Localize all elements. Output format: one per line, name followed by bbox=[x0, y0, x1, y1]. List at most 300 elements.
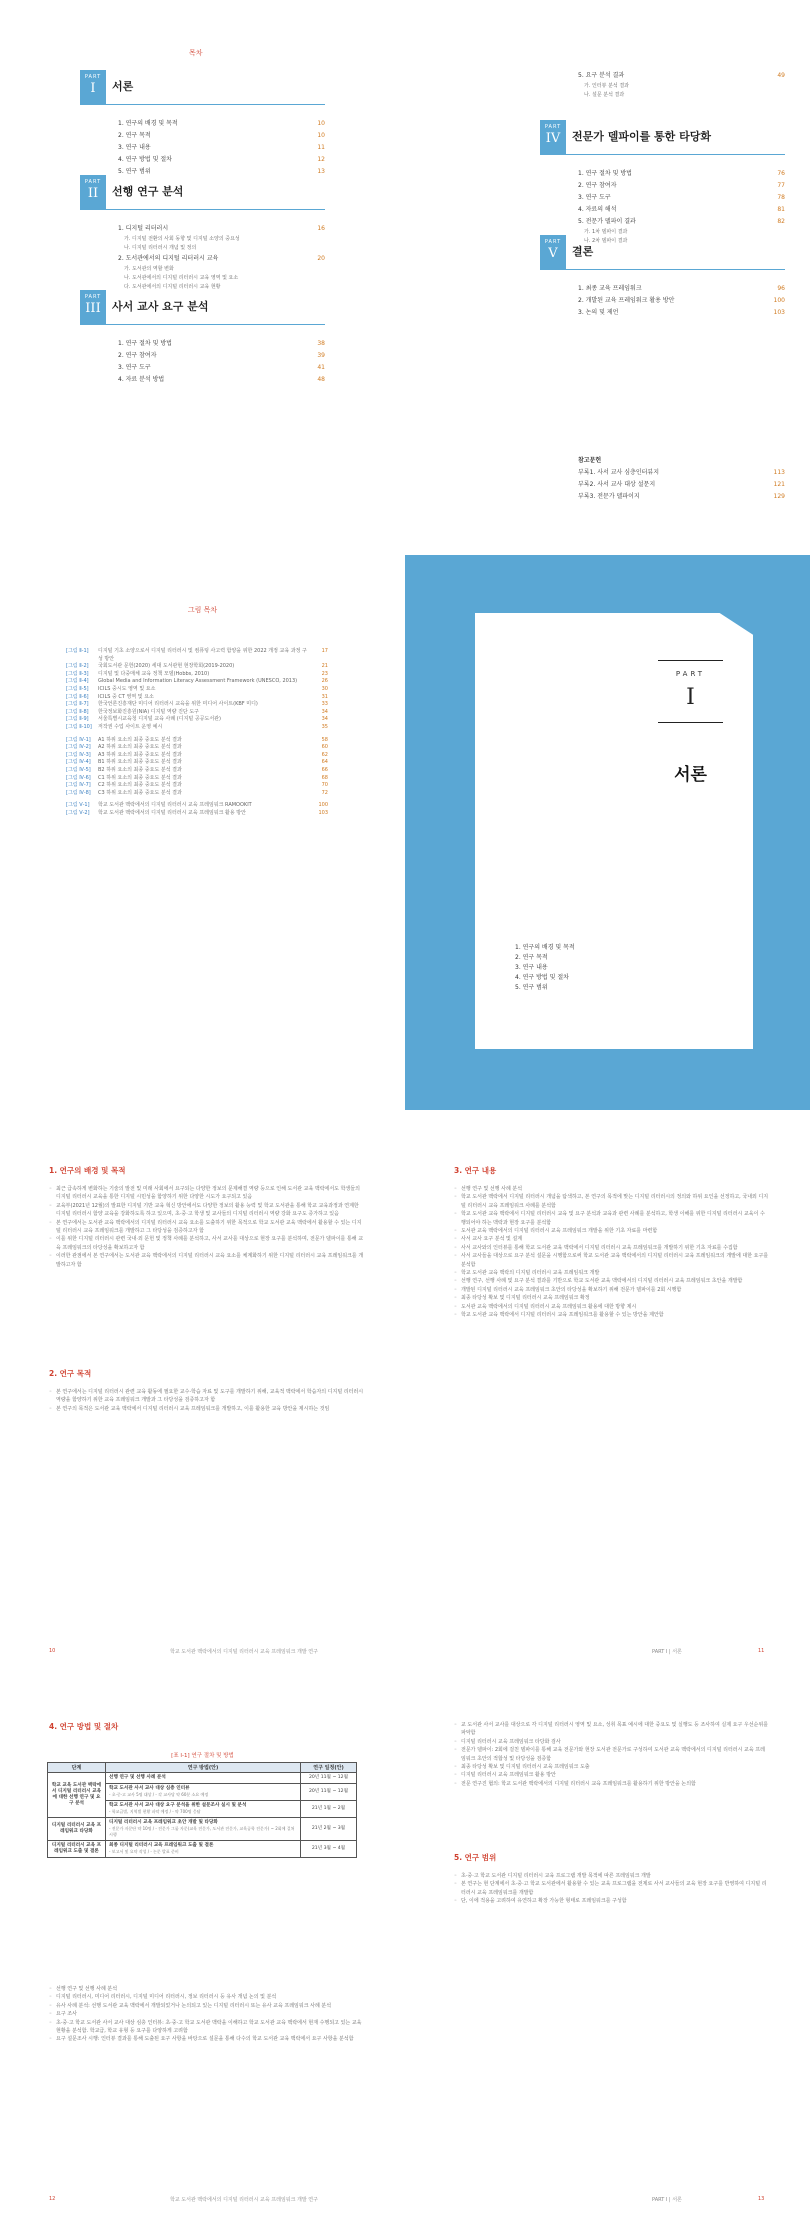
figure-page-number: 58 bbox=[321, 736, 328, 743]
cover-item: 3. 연구 내용 bbox=[515, 964, 548, 971]
toc-item bbox=[578, 168, 785, 180]
part-title: 결론 bbox=[572, 245, 594, 258]
figure-page-number: 103 bbox=[318, 809, 328, 816]
toc-item-title: 1. 연구 절차 및 방법 bbox=[578, 170, 632, 177]
bullet-item: ◦ 선행 연구 및 선행 사례 분석 bbox=[454, 1185, 769, 1193]
figure-label: [그림 Ⅱ-3] bbox=[66, 670, 89, 677]
cover-top-rule bbox=[658, 660, 723, 661]
table-method-cell bbox=[106, 1773, 301, 1784]
figure-label: [그림 Ⅱ-7] bbox=[66, 701, 89, 708]
toc-item bbox=[578, 283, 785, 295]
toc-item bbox=[578, 180, 785, 192]
figure-list-item bbox=[66, 701, 328, 709]
figure-list-item bbox=[66, 775, 328, 783]
table-method-cell bbox=[106, 1818, 301, 1841]
figure-caption: B2 하위 요소의 최종 중요도 분석 결과 bbox=[98, 766, 182, 773]
toc-list bbox=[118, 118, 325, 178]
figure-caption: 디지털 기초 소양으로서 디지털 리터러시 및 컴퓨팅 사고력 함양을 위한 2022 개정 교육 과정 구성 방안 bbox=[98, 648, 307, 662]
toc-page-number: 11 bbox=[317, 144, 325, 151]
toc-item-title: 2. 연구 참여자 bbox=[118, 352, 157, 359]
toc-item-title: 1. 최종 교육 프레임워크 bbox=[578, 285, 642, 292]
toc-item bbox=[118, 142, 325, 154]
figure-caption: 학교 도서관 맥락에서의 디지털 리터러시 교육 프레임워크 RAMOOKIT bbox=[98, 802, 252, 809]
bullet-item: ◦ 사서 교사들을 대상으로 요구 분석 설문을 시행함으로써 학교 도서관 교육 맥락에서의 디지털 리터러시 교육 프레임워크의 개발에 대한 요구를 분석함 bbox=[454, 1252, 769, 1269]
table-header: 연구 방법(안) bbox=[106, 1763, 301, 1773]
figure-page-number: 30 bbox=[321, 685, 328, 692]
toc-page-number: 12 bbox=[317, 156, 325, 163]
method-detail: - 보고서 및 요약 작성 / - 논문 발표 준비 bbox=[109, 1849, 179, 1854]
cover-bottom-rule bbox=[658, 722, 723, 723]
figure-list-item bbox=[66, 767, 328, 775]
part-number: III bbox=[85, 301, 101, 316]
method-title: 학교 도서관 사서 교사 대상 심층 인터뷰 bbox=[109, 1786, 190, 1791]
figure-label: [그림 Ⅳ-4] bbox=[66, 759, 91, 766]
part-header bbox=[80, 175, 325, 209]
bullet-item: ◦ 교 도서관 사서 교사를 대상으로 각 디지털 리터러시 영역 및 요소, 성취 목표 예시에 대한 중요도 및 실행도 등 조사하여 실제 요구 우선순위를 파악함 bbox=[454, 1721, 769, 1738]
toc-item-title: 2. 도서관에서의 디지털 리터러시 교육 bbox=[118, 255, 219, 262]
figure-label: [그림 Ⅳ-5] bbox=[66, 766, 91, 773]
figure-label: [그림 Ⅱ-4] bbox=[66, 678, 89, 685]
table-method-cell bbox=[106, 1784, 301, 1801]
figure-list-item bbox=[66, 648, 328, 663]
method-title: 학교 도서관 사서 교사 대상 요구 분석을 위한 설문조사 실시 및 분석 bbox=[109, 1803, 247, 1808]
figure-list-item bbox=[66, 716, 328, 724]
table-schedule-cell: 21년 1월 ~ 2월 bbox=[301, 1801, 357, 1818]
figure-page-number: 68 bbox=[321, 774, 328, 781]
toc-item bbox=[578, 91, 785, 100]
toc-item-title: 3. 연구 도구 bbox=[578, 194, 611, 201]
bullet-item: ◦ 본 연구에서는 도서관 교육 맥락에서의 디지털 리터러시 교육 요소를 도출하기 위한 목적으로 학교 도서관 교육 맥락에서 활용할 수 있는 디지털 리터러시 교육 프레임워크를 개발하고 그 타당성을 검증하고자 함 bbox=[49, 1219, 364, 1236]
bullet-item: ◦ 선행 연구, 선행 사례 및 요구 분석 결과를 기반으로 학교 도서관 교육 맥락에서의 디지털 리터러시 교육 프레임워크 초안을 개발함 bbox=[454, 1277, 769, 1285]
part-word: PART bbox=[84, 179, 102, 185]
toc-item bbox=[578, 491, 785, 503]
toc-item-title: 1. 연구의 배경 및 목적 bbox=[118, 120, 178, 127]
part-rule bbox=[80, 209, 325, 210]
bullet-item: ◦ 전문 연구진 협의: 학교 도서관 맥락에서의 디지털 리터러시 교육 프레임워크를 활용하기 위한 방안을 논의함 bbox=[454, 1780, 769, 1788]
figure-page-number: 62 bbox=[321, 751, 328, 758]
bullet-item: ◦ 사서 교사 요구 분석 및 설계 bbox=[454, 1235, 769, 1243]
part-header bbox=[80, 70, 325, 104]
part-header bbox=[540, 120, 785, 154]
section-heading: 1. 연구의 배경 및 목적 bbox=[49, 1166, 126, 1175]
toc-item bbox=[578, 307, 785, 319]
bullet-item: ◦ 교육부(2021년 12월)의 발표한 디지털 기반 교육 혁신 방안에서도 다양한 정보의 활용 능력 및 학교 도서관을 통해 학교 교육과정과 연계한 디지털 리터러시 함양 교육을 강화하도록 하고 있으며, 초·중·고 학생 및 교사들의 디지털 리터러시 역량 강화 요구도 증가하고 있음 bbox=[49, 1202, 364, 1219]
figure-page-number: 100 bbox=[318, 802, 328, 809]
section-bullets bbox=[454, 1185, 769, 1320]
method-title: 디지털 리터러시 교육 프레임워크 초안 개발 및 타당화 bbox=[109, 1820, 218, 1825]
toc-item bbox=[578, 295, 785, 307]
part-word: PART bbox=[84, 294, 102, 300]
toc-page-number: 16 bbox=[317, 225, 325, 232]
figure-label: [그림 Ⅱ-1] bbox=[66, 648, 89, 654]
toc-page-number: 77 bbox=[777, 182, 785, 189]
part-header bbox=[540, 235, 785, 269]
cover-item: 1. 연구의 배경 및 목적 bbox=[515, 944, 575, 951]
table-schedule-cell: 21년 2월 ~ 3월 bbox=[301, 1818, 357, 1841]
bullet-item: ◦ 도서관 교육 맥락에서의 디지털 리터러시 교육 프레임워크 활용에 대한 방향 제시 bbox=[454, 1303, 769, 1311]
figure-list-title: 그림 목차 bbox=[187, 606, 218, 614]
toc-list bbox=[118, 223, 325, 292]
toc-item bbox=[118, 223, 325, 235]
section-bullets bbox=[454, 1872, 769, 1906]
figure-caption: 학교 도서관 맥락에서의 디지털 리터러시 교육 프레임워크 활용 방안 bbox=[98, 809, 246, 816]
toc-item bbox=[578, 216, 785, 228]
table-stage-cell: 디지털 리터러시 교육 프레임워크 타당화 bbox=[48, 1818, 106, 1841]
toc-item-title: 나. 2차 델파이 결과 bbox=[584, 238, 628, 244]
running-title: PART Ⅰ | 서론 bbox=[652, 1649, 682, 1655]
toc-label: 목차 bbox=[189, 49, 203, 57]
section-bullets bbox=[454, 1721, 769, 1788]
toc-page-number: 100 bbox=[773, 297, 785, 304]
figure-list-item bbox=[66, 802, 328, 810]
part-rule bbox=[540, 154, 785, 155]
page-number: 10 bbox=[49, 1648, 56, 1654]
figure-page-number: 35 bbox=[321, 723, 328, 730]
toc-item-title: 4. 자료의 해석 bbox=[578, 206, 617, 213]
figure-list-item bbox=[66, 744, 328, 752]
part-title: 사서 교사 요구 분석 bbox=[112, 300, 209, 313]
figure-caption: A1 하위 요소의 최종 중요도 분석 결과 bbox=[98, 736, 182, 743]
toc-item-title: 가. 도서관의 역할 변화 bbox=[124, 266, 174, 272]
toc-list bbox=[578, 283, 785, 319]
part-title: 선행 연구 분석 bbox=[112, 185, 184, 198]
toc-page-number: 10 bbox=[317, 120, 325, 127]
part-badge bbox=[80, 70, 106, 104]
bullet-item: ◦ 초·중·고 학교 도서관 디지털 리터러시 교육 프로그램 개발 목적에 따른 프레임워크 개발 bbox=[454, 1872, 769, 1880]
bullet-item: ◦ 초·중·고 학교 도서관 사서 교사 대상 심층 인터뷰: 초·중·고 학교 도서관 맥락을 이해하고 학교 도서관 교육 맥락에서 현재 수행되고 있는 교육 현황을 분석함. 학교급, 학교 유형 등 요구를 다양하게 고려함 bbox=[49, 2019, 364, 2036]
toc-page-number: 41 bbox=[317, 364, 325, 371]
cover-item: 5. 연구 범위 bbox=[515, 984, 548, 991]
figure-list-item bbox=[66, 724, 328, 732]
bullet-item: ◦ 학교 도서관 교육 맥락에서 디지털 리터러시 교육 및 요구 분석과 교육과 관련 사례를 분석하고, 학생 이해를 위한 디지털 리터러시 교육이 수행되어야 하는 맥락과 현장 요구를 분석함 bbox=[454, 1210, 769, 1227]
toc-item-title: 4. 자료 분석 방법 bbox=[118, 376, 165, 383]
cover-title: 서론 bbox=[674, 765, 707, 785]
section-heading: 4. 연구 방법 및 절차 bbox=[49, 1722, 119, 1731]
toc-item-title: 5. 요구 분석 결과 bbox=[578, 72, 625, 79]
table-stage-cell: 디지털 리터러시 교육 프레임워크 도출 및 결론 bbox=[48, 1841, 106, 1858]
toc-item-title: 5. 연구 범위 bbox=[118, 168, 151, 175]
toc-item-title: 2. 연구 참여자 bbox=[578, 182, 617, 189]
page-number: 13 bbox=[758, 2196, 765, 2202]
figure-label: [그림 Ⅴ-2] bbox=[66, 809, 90, 816]
toc-page-number: 48 bbox=[317, 376, 325, 383]
section-bullets bbox=[49, 1185, 364, 1269]
part-badge bbox=[80, 175, 106, 209]
running-title: PART Ⅰ | 서론 bbox=[652, 2197, 682, 2203]
toc-item bbox=[578, 82, 785, 91]
section-heading: 2. 연구 목적 bbox=[49, 1369, 92, 1378]
table-schedule-cell: 20년 11월 ~ 12월 bbox=[301, 1773, 357, 1784]
table-row bbox=[48, 1773, 357, 1784]
figure-page-number: 34 bbox=[321, 708, 328, 715]
cover-contents-list bbox=[515, 943, 575, 993]
toc-list bbox=[118, 338, 325, 386]
page-footer bbox=[758, 2196, 764, 2202]
toc-item bbox=[118, 350, 325, 362]
part-word: PART bbox=[544, 239, 562, 245]
part-badge bbox=[540, 120, 566, 154]
figure-caption: 서울특별시교육청 디지털 교육 사례 (디지털 공공도서관) bbox=[98, 716, 221, 723]
figure-caption: A2 하위 요소의 최종 중요도 분석 결과 bbox=[98, 744, 182, 751]
figure-page-number: 33 bbox=[321, 701, 328, 708]
running-title: 학교 도서관 맥락에서의 디지털 리터러시 교육 프레임워크 개발 연구 bbox=[170, 2197, 318, 2203]
figure-list-item bbox=[66, 737, 328, 745]
figure-caption: C2 하위 요소의 최종 중요도 분석 결과 bbox=[98, 782, 182, 789]
toc-item-title: 3. 논의 및 제언 bbox=[578, 309, 619, 316]
figure-list bbox=[66, 648, 328, 817]
toc-item-title: 1. 디지털 리터러시 bbox=[118, 225, 169, 232]
part-number: I bbox=[90, 81, 96, 96]
bullet-item: ◦ 도서관 교육 맥락에서의 디지털 리터러시 교육 프레임워크 개발을 위한 기초 자료를 마련함 bbox=[454, 1227, 769, 1235]
figure-page-number: 64 bbox=[321, 759, 328, 766]
toc-item-title: 나. 도서관에서의 디지털 리터러시 교육 영역 및 요소 bbox=[124, 275, 239, 281]
toc-part bbox=[80, 175, 325, 292]
bullet-item: ◦ 사서 교사와의 인터뷰를 통해 학교 도서관 교육 맥락에서 디지털 리터러시 교육 프레임워크를 개발하기 위한 기초 자료를 수집함 bbox=[454, 1244, 769, 1252]
method-title: 최종 디지털 리터러시 교육 프레임워크 도출 및 결론 bbox=[109, 1843, 214, 1848]
bullet-item: ◦ 최종 타당성 확보 및 디지털 리터러시 교육 프레임워크 도출 bbox=[454, 1763, 769, 1771]
toc-item-title: 가. 1차 델파이 결과 bbox=[584, 229, 628, 235]
part-title: 서론 bbox=[112, 80, 134, 93]
cover-part-number: I bbox=[686, 685, 695, 710]
toc-item-title: 다. 도서관에서의 디지털 리터러시 교육 현황 bbox=[124, 284, 221, 290]
figure-list-item bbox=[66, 671, 328, 679]
figure-label: [그림 Ⅳ-1] bbox=[66, 736, 91, 743]
figure-label: [그림 Ⅱ-8] bbox=[66, 708, 89, 715]
figure-label: [그림 Ⅱ-10] bbox=[66, 723, 92, 730]
figure-list-item bbox=[66, 810, 328, 818]
table-header: 단계 bbox=[48, 1763, 106, 1773]
figure-label: [그림 Ⅳ-7] bbox=[66, 782, 91, 789]
toc-item-title: 2. 연구 목적 bbox=[118, 132, 151, 139]
toc-page-number: 82 bbox=[777, 218, 785, 225]
section-bullets bbox=[49, 1388, 364, 1413]
table-caption: [표 Ⅰ-1] 연구 절차 및 방법 bbox=[171, 1753, 234, 1759]
toc-page-number: 81 bbox=[777, 206, 785, 213]
running-title: 학교 도서관 맥락에서의 디지털 리터러시 교육 프레임워크 개발 연구 bbox=[170, 1649, 318, 1655]
figure-page-number: 34 bbox=[321, 716, 328, 723]
part-word: PART bbox=[544, 124, 562, 130]
figure-caption: 디지털 및 다중매체 교육 정책 모델(Hobbs, 2010) bbox=[98, 670, 210, 677]
bullet-item: ◦ 선행 연구 및 선행 사례 분석 bbox=[49, 1985, 364, 1993]
figure-label: [그림 Ⅱ-6] bbox=[66, 693, 89, 700]
figure-page-number: 31 bbox=[321, 693, 328, 700]
toc-page-number: 13 bbox=[317, 168, 325, 175]
toc-page-number: 76 bbox=[777, 170, 785, 177]
table-schedule-cell: 21년 3월 ~ 4월 bbox=[301, 1841, 357, 1858]
method-title: 선행 연구 및 선행 사례 분석 bbox=[109, 1775, 166, 1780]
figure-list-item bbox=[66, 663, 328, 671]
figure-page-number: 17 bbox=[321, 648, 328, 654]
bullet-item: ◦ 요구 조사 bbox=[49, 2010, 364, 2018]
toc-page-number: 121 bbox=[773, 481, 785, 488]
table-header: 연구 일정(안) bbox=[301, 1763, 357, 1773]
toc-item bbox=[118, 130, 325, 142]
figure-page-number: 70 bbox=[321, 782, 328, 789]
page-footer bbox=[758, 1648, 764, 1654]
figure-caption: 국회도서관 문헌(2020) 세대 도서관현 현장학회(2019-2020) bbox=[98, 663, 235, 670]
figure-caption: C3 하위 요소의 최종 중요도 분석 결과 bbox=[98, 789, 182, 796]
method-detail: - 학교급별, 지역별 현황 파악 예정 / - 약 700명 응답 bbox=[109, 1809, 201, 1814]
table-method-cell bbox=[106, 1841, 301, 1858]
toc-item bbox=[118, 244, 325, 253]
bullet-item: ◦ 최종 타당성 확보 및 디지털 리터러시 교육 프레임워크 확정 bbox=[454, 1294, 769, 1302]
figure-caption: 저작권 수업 사이트 운영 예시 bbox=[98, 723, 163, 730]
part-number: V bbox=[548, 246, 558, 261]
toc-page-number: 10 bbox=[317, 132, 325, 139]
toc-item bbox=[118, 235, 325, 244]
toc-page-number: 78 bbox=[777, 194, 785, 201]
method-detail: - 초·중·고 교사 5명 대상 / - 각 교사당 약 60분 소요 예정 bbox=[109, 1792, 209, 1797]
figure-caption: C1 하위 요소의 최종 중요도 분석 결과 bbox=[98, 774, 182, 781]
toc-item-title: 가. 디지털 전환의 사회 동향 및 디지털 소양의 중요성 bbox=[124, 236, 240, 242]
toc-page-number: 96 bbox=[777, 285, 785, 292]
toc-part bbox=[80, 290, 325, 386]
figure-caption: 한국정보화진흥원(NIA) 디지털 역량 진단 도구 bbox=[98, 708, 200, 715]
section-heading: 5. 연구 범위 bbox=[454, 1853, 497, 1862]
bullet-item: ◦ 요구 설문조사 시행: 인터뷰 결과를 통해 도출된 요구 사항을 바탕으로 설문을 통해 다수의 학교 도서관 교육 맥락에서 요구 사항을 분석함 bbox=[49, 2035, 364, 2043]
toc-item-title: 1. 연구 절차 및 방법 bbox=[118, 340, 172, 347]
method-detail: - 전문가 자문단 약 10명 / - 전문가 그룹 자문(교육 전문가, 도서관 전문가, 교육공학 전문가) ~ 2회에 걸쳐 시행 bbox=[109, 1826, 295, 1837]
part-rule bbox=[80, 104, 325, 105]
bullet-item: ◦ 학교 도서관 맥락에서 디지털 리터러시 개념을 탐색하고, 본 연구의 목적에 맞는 디지털 리터러시의 정의와 하위 요인을 선정하고, 국내외 디지털 리터러시 교육 프레임워크 사례를 분석함 bbox=[454, 1193, 769, 1210]
bullet-item: ◦ 디지털 리터러시, 미디어 리터러시, 디지털 미디어 리터러시, 정보 리터러시 등 유사 개념 논의 및 분석 bbox=[49, 1993, 364, 2001]
bullet-item: ◦ 본 연구는 현 단계에서 초·중·고 학교 도서관에서 활용할 수 있는 교육 프로그램을 전제로 사서 교사들의 교육 현장 요구를 반영하여 디지털 리터러시 교육 프레임워크를 개발함 bbox=[454, 1880, 769, 1897]
toc-item-title: 5. 전문가 델파이 결과 bbox=[578, 218, 636, 225]
figure-page-number: 23 bbox=[321, 670, 328, 677]
bullet-item: ◦ 개발된 디지털 리터러시 교육 프레임워크 초안의 타당성을 확보하기 위해 전문가 델파이를 2회 시행함 bbox=[454, 1286, 769, 1294]
figure-caption: Global Media and Information Literacy Assessment Framework (UNESCO, 2013) bbox=[98, 678, 298, 685]
cover-item: 4. 연구 방법 및 절차 bbox=[515, 974, 569, 981]
toc-part bbox=[540, 235, 785, 319]
toc-list bbox=[578, 70, 785, 100]
toc-page-number: 39 bbox=[317, 352, 325, 359]
toc-page-number: 49 bbox=[777, 72, 785, 79]
page-number: 11 bbox=[758, 1648, 765, 1654]
toc-part bbox=[80, 70, 325, 178]
table-schedule-cell: 20년 11월 ~ 12월 bbox=[301, 1784, 357, 1801]
toc-item bbox=[578, 204, 785, 216]
figure-list-item bbox=[66, 759, 328, 767]
table-method-cell bbox=[106, 1801, 301, 1818]
figure-label: [그림 Ⅱ-9] bbox=[66, 716, 89, 723]
cover-item: 2. 연구 목적 bbox=[515, 954, 548, 961]
page-number: 12 bbox=[49, 2196, 56, 2202]
toc-item-title: 가. 인터뷰 분석 결과 bbox=[584, 83, 629, 89]
figure-list-item bbox=[66, 686, 328, 694]
toc-part bbox=[540, 70, 785, 100]
figure-list-item bbox=[66, 782, 328, 790]
cover-part-word: PART bbox=[675, 670, 706, 678]
toc-list bbox=[578, 455, 785, 503]
bullet-item: ◦ 이를 위한 디지털 리터러시 관련 국내·외 문헌 및 정책 사례를 분석하고, 사서 교사를 대상으로 현장 요구를 분석하며, 전문가 델파이를 통해 교육 프레임워크의 타당성을 확보하고자 함 bbox=[49, 1235, 364, 1252]
table-stage-cell: 학교 교육 도서관 맥락에서 디지털 리터러시 교육에 대한 선행 연구 및 요구 분석 bbox=[48, 1773, 106, 1818]
figure-label: [그림 Ⅱ-2] bbox=[66, 663, 89, 670]
toc-item-title: 2. 개발된 교육 프레임워크 활용 방안 bbox=[578, 297, 675, 304]
part-word: PART bbox=[84, 74, 102, 80]
toc-page-number: 38 bbox=[317, 340, 325, 347]
toc-item bbox=[578, 70, 785, 82]
bullet-item: ◦ 본 연구에서는 디지털 리터러시 관련 교육 활동에 필요한 교수·학습 자료 및 도구를 개발하기 위해, 교육적 맥락에서 학습자의 디지털 리터러시 역량을 함양하기 위한 교육 프레임워크 개발과 그 타당성을 검증하고자 함 bbox=[49, 1388, 364, 1405]
bullet-item: ◦ 디지털 리터러시 교육 프레임워크 활용 방안 bbox=[454, 1771, 769, 1779]
toc-page-number: 20 bbox=[317, 255, 325, 262]
bullet-item: ◦ 학교 도서관 교육 맥락의 디지털 리터러시 교육 프레임워크 개발 bbox=[454, 1269, 769, 1277]
part-rule bbox=[540, 269, 785, 270]
figure-caption: ICILS 중 CT 영역 및 요소 bbox=[98, 693, 154, 700]
bullet-item: ◦ 디지털 리터러시 교육 프레임워크 타당화 검사 bbox=[454, 1738, 769, 1746]
figure-caption: ICILS 중시도 영역 및 요소 bbox=[98, 685, 156, 692]
bullet-item: ◦ 단, 이에 적용을 고려하여 유연하고 확장 가능한 형태로 프레임워크를 구성함 bbox=[454, 1897, 769, 1905]
figure-page-number: 66 bbox=[321, 766, 328, 773]
toc-item bbox=[118, 118, 325, 130]
toc-item-title: 부록3. 전문가 델파이지 bbox=[578, 493, 640, 500]
figure-label: [그림 Ⅳ-6] bbox=[66, 774, 91, 781]
section-heading: 3. 연구 내용 bbox=[454, 1166, 497, 1175]
bullet-item: ◦ 이러한 관점에서 본 연구에서는 도서관 교육 맥락에서의 디지털 리터러시 교육 요소를 체계화하기 위한 디지털 리터러시 교육 프레임워크를 개발하고자 함 bbox=[49, 1252, 364, 1269]
part-title: 전문가 델파이를 통한 타당화 bbox=[572, 130, 711, 143]
bullet-item: ◦ 유사 사례 분석: 선행 도서관 교육 맥락에서 개발되었거나 논의되고 있는 디지털 리터러시 또는 유사 교육 프레임워크 사례 분석 bbox=[49, 2002, 364, 2010]
part-number: IV bbox=[545, 131, 561, 146]
toc-page-number: 103 bbox=[773, 309, 785, 316]
toc-item bbox=[118, 253, 325, 265]
bullet-item: ◦ 학교 도서관 교육 맥락에서 디지털 리터러시 교육 프레임워크를 활용할 수 있는 방안을 제안함 bbox=[454, 1311, 769, 1319]
toc-item-title: 3. 연구 도구 bbox=[118, 364, 151, 371]
references-heading: 참고문헌 bbox=[578, 457, 602, 464]
part-header bbox=[80, 290, 325, 324]
bullet-item: ◦ 본 연구의 목적은 도서관 교육 맥락에서 디지털 리터러시 교육 프레임워크를 개발하고, 이를 활용한 교육 방안을 제시하는 것임 bbox=[49, 1405, 364, 1413]
figure-label: [그림 Ⅳ-8] bbox=[66, 789, 91, 796]
part-rule bbox=[80, 324, 325, 325]
toc-item-title: 부록1. 사서 교사 심층인터뷰지 bbox=[578, 469, 659, 476]
procedure-table bbox=[47, 1762, 357, 1858]
figure-list-item bbox=[66, 678, 328, 686]
page-footer bbox=[49, 1648, 55, 1654]
part-badge bbox=[80, 290, 106, 324]
toc-item bbox=[578, 467, 785, 479]
toc-part bbox=[540, 120, 785, 246]
figure-list-item bbox=[66, 790, 328, 798]
toc-item-title: 4. 연구 방법 및 절차 bbox=[118, 156, 172, 163]
figure-label: [그림 Ⅳ-3] bbox=[66, 751, 91, 758]
page-footer bbox=[49, 2196, 55, 2202]
toc-references bbox=[540, 455, 785, 503]
toc-item-title: 나. 설문 분석 결과 bbox=[584, 92, 625, 98]
bullet-item: ◦ 전문가 델파이: 2회에 걸친 델파이를 통해 교육 전문가와 현장 도서관 전문가로 구성하여 도서관 교육 맥락에서의 디지털 리터러시 교육 프레임워크 초안의 적합성 및 타당성을 검증함 bbox=[454, 1746, 769, 1763]
toc-item bbox=[118, 154, 325, 166]
figure-page-number: 72 bbox=[321, 789, 328, 796]
toc-item bbox=[118, 374, 325, 386]
table-row bbox=[48, 1841, 357, 1858]
figure-page-number: 21 bbox=[321, 663, 328, 670]
toc-item bbox=[118, 338, 325, 350]
part-number: II bbox=[87, 186, 99, 201]
figure-page-number: 60 bbox=[321, 744, 328, 751]
toc-item-title: 3. 연구 내용 bbox=[118, 144, 151, 151]
figure-label: [그림 Ⅴ-1] bbox=[66, 802, 90, 809]
toc-item bbox=[118, 265, 325, 274]
figure-label: [그림 Ⅱ-5] bbox=[66, 685, 89, 692]
figure-caption: 한국언론진흥재단 미디어 리터러시 교육을 위한 미디어 사이트(KBF 미디) bbox=[98, 701, 258, 708]
figure-page-number: 26 bbox=[321, 678, 328, 685]
part-badge bbox=[540, 235, 566, 269]
toc-page-number: 129 bbox=[773, 493, 785, 500]
toc-item bbox=[578, 479, 785, 491]
toc-item bbox=[118, 274, 325, 283]
toc-item bbox=[118, 362, 325, 374]
toc-item-title: 나. 디지털 리터러시 개념 및 정의 bbox=[124, 245, 197, 251]
toc-item bbox=[578, 192, 785, 204]
figure-caption: B1 하위 요소의 최종 중요도 분석 결과 bbox=[98, 759, 182, 766]
toc-item-title: 부록2. 사서 교사 대상 설문지 bbox=[578, 481, 656, 488]
